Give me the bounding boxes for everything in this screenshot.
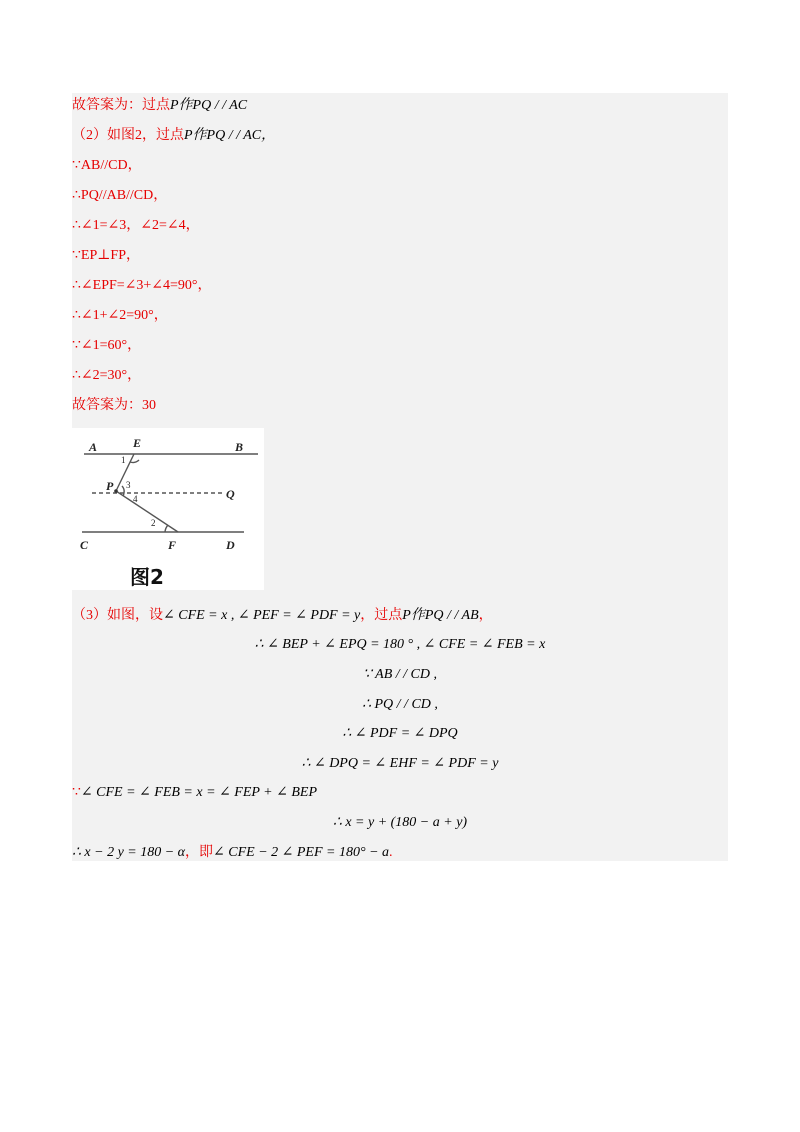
figure-svg: [72, 428, 264, 590]
part2-answer: 故答案为：30: [72, 398, 156, 413]
label-q: Q: [226, 487, 235, 501]
part1-answer-prefix: 故答案为：过点: [72, 98, 170, 113]
part3-intro-text3: ，: [478, 608, 493, 623]
point-p-dot: [114, 489, 118, 493]
conclusion-text: ，即: [185, 845, 214, 860]
part2-step: ∴∠1+∠2=90°，: [72, 308, 168, 323]
part3-step: ∴ x = y + (180 − a + y): [332, 815, 468, 830]
label-e: E: [133, 436, 142, 450]
part3-step: ∴ ∠ DPQ = ∠ EHF = ∠ PDF = y: [301, 756, 499, 771]
part2-step: ∵∠1=60°，: [72, 338, 142, 353]
part2-step: ∴PQ//AB//CD，: [72, 188, 168, 203]
part3-step: ∴ ∠ PDF = ∠ DPQ: [342, 726, 458, 741]
part1-answer-math: P作PQ / / AC: [170, 98, 248, 113]
part2-step: ∴∠EPF=∠3+∠4=90°，: [72, 278, 212, 293]
label-a: A: [89, 440, 98, 454]
part3-step: ∴ PQ / / CD ,: [362, 697, 438, 712]
part2-step: ∵EP⊥FP，: [72, 248, 140, 263]
part2-intro-math: P作PQ / / AC，: [184, 128, 276, 143]
part2-step: ∴∠2=30°，: [72, 368, 142, 383]
part3-intro: [72, 607, 493, 625]
angle-2-arc: [165, 525, 168, 532]
part3-conclusion: [72, 844, 393, 862]
part3-step: ∵ AB / / CD ,: [363, 667, 437, 682]
conclusion-end: .: [389, 845, 393, 860]
segment-pf: [116, 491, 178, 532]
label-f: F: [168, 538, 177, 552]
part3-intro-math2: P作PQ / / AB: [402, 608, 479, 623]
angle-label-3: 3: [126, 480, 131, 490]
part2-step: ∴∠1=∠3，∠2=∠4，: [72, 218, 200, 233]
part1-answer: [72, 97, 247, 115]
label-d: D: [226, 538, 235, 552]
geometry-figure: [72, 428, 264, 590]
part3-intro-text: （3）如图，设: [72, 608, 163, 623]
angle-label-1: 1: [121, 455, 126, 465]
part3-step-7-math: ∠ CFE = ∠ FEB = x = ∠ FEP + ∠ BEP: [80, 785, 318, 800]
part2-intro-text: （2）如图2，过点: [72, 128, 184, 143]
figure-caption: 图2: [130, 565, 164, 589]
label-c: C: [80, 538, 89, 552]
part2-step: ∵AB//CD，: [72, 158, 142, 173]
part2-intro: [72, 127, 275, 145]
conclusion-math2: ∠ CFE − 2 ∠ PEF = 180° − a: [213, 845, 390, 860]
angle-label-2: 2: [151, 518, 156, 528]
conclusion-math: ∴ x − 2 y = 180 − α: [72, 845, 186, 860]
label-b: B: [235, 440, 244, 454]
label-p: P: [106, 479, 114, 493]
part3-intro-math1: ∠ CFE = x , ∠ PEF = ∠ PDF = y: [163, 608, 361, 623]
angle-3-arc: [122, 486, 124, 493]
part3-step: ∴ ∠ BEP + ∠ EPQ = 180 ° , ∠ CFE = ∠ FEB = x: [254, 637, 546, 652]
part3-intro-text2: ，过点: [360, 608, 403, 623]
angle-label-4: 4: [133, 494, 138, 504]
part3-step-7: [72, 784, 317, 802]
because-symbol: ∵: [72, 785, 81, 800]
